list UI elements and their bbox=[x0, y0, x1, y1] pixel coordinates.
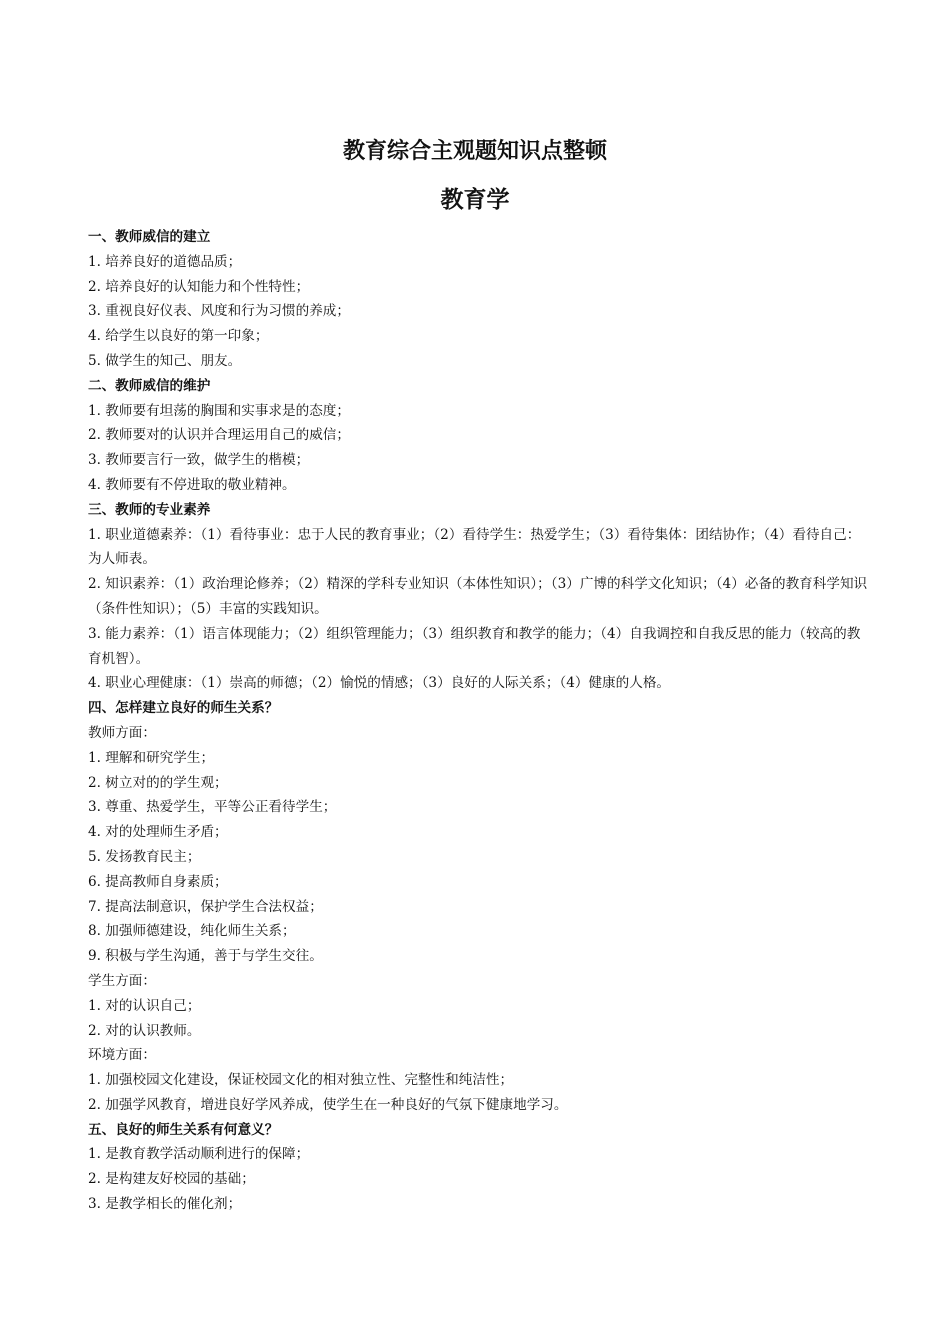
list-item: 1. 对的认识自己； bbox=[88, 997, 201, 1014]
list-item: 1. 理解和研究学生； bbox=[88, 749, 215, 766]
subsection-label-teacher: 教师方面： bbox=[88, 724, 156, 741]
document-body bbox=[88, 225, 868, 1217]
list-item: 4. 职业心理健康：（1）崇高的师德；（2）愉悦的情感；（3）良好的人际关系；（4）健康的人格。 bbox=[88, 675, 671, 692]
list-item: 1. 教师要有坦荡的胸围和实事求是的态度； bbox=[88, 402, 350, 419]
list-item: 9. 积极与学生沟通，善于与学生交往。 bbox=[88, 948, 323, 965]
list-item: 2. 教师要对的认识并合理运用自己的威信； bbox=[88, 427, 350, 444]
list-item: 1. 职业道德素养：（1）看待事业：忠于人民的教育事业；（2）看待学生：热爱学生；（3）看待集体：团结协作；（4）看待自己：为人师表。 bbox=[88, 526, 861, 568]
list-item: 2. 知识素养：（1）政治理论修养；（2）精深的学科专业知识（本体性知识）；（3）广博的科学文化知识；（4）必备的教育科学知识（条件性知识）；（5）丰富的实践知识。 bbox=[88, 576, 868, 617]
subsection-label-student: 学生方面： bbox=[88, 972, 156, 989]
list-item: 5. 发扬教育民主； bbox=[88, 848, 201, 865]
list-item: 2. 是构建友好校园的基础； bbox=[88, 1171, 255, 1188]
section-heading-5: 五、良好的师生关系有何意义？ bbox=[88, 1121, 279, 1138]
list-item: 4. 给学生以良好的第一印象； bbox=[88, 328, 269, 345]
section-heading-4: 四、怎样建立良好的师生关系？ bbox=[88, 700, 279, 717]
list-item: 3. 能力素养：（1）语言体现能力；（2）组织管理能力；（3）组织教育和教学的能力；（4）自我调控和自我反思的能力（较高的教育机智）。 bbox=[88, 625, 861, 667]
list-item: 2. 对的认识教师。 bbox=[88, 1022, 201, 1039]
list-item: 8. 加强师德建设，纯化师生关系； bbox=[88, 923, 296, 940]
section-heading-3: 三、教师的专业素养 bbox=[88, 501, 211, 518]
list-item: 1. 培养良好的道德品质； bbox=[88, 253, 242, 270]
list-item: 3. 教师要言行一致，做学生的楷模； bbox=[88, 452, 310, 469]
list-item: 1. 是教育教学活动顺利进行的保障； bbox=[88, 1146, 310, 1163]
list-item: 2. 加强学风教育，增进良好学风养成，使学生在一种良好的气氛下健康地学习。 bbox=[88, 1096, 568, 1113]
section-heading-1: 一、教师威信的建立 bbox=[88, 229, 211, 245]
section-heading-2: 二、教师威信的维护 bbox=[88, 377, 211, 394]
document-subtitle: 教育学 bbox=[440, 187, 510, 213]
list-item: 3. 是教学相长的催化剂； bbox=[88, 1196, 242, 1213]
subsection-label-environment: 环境方面： bbox=[88, 1047, 156, 1064]
list-item: 4. 教师要有不停进取的敬业精神。 bbox=[88, 476, 296, 493]
list-item: 1. 加强校园文化建设，保证校园文化的相对独立性、完整性和纯洁性； bbox=[88, 1072, 514, 1089]
list-item: 2. 树立对的的学生观； bbox=[88, 774, 228, 791]
list-item: 5. 做学生的知己、朋友。 bbox=[88, 352, 242, 369]
list-item: 3. 尊重、热爱学生，平等公正看待学生； bbox=[88, 799, 337, 816]
list-item: 7. 提高法制意识，保护学生合法权益； bbox=[88, 898, 323, 915]
list-item: 2. 培养良好的认知能力和个性特性； bbox=[88, 278, 310, 295]
list-item: 3. 重视良好仪表、风度和行为习惯的养成； bbox=[88, 303, 350, 320]
list-item: 4. 对的处理师生矛盾； bbox=[88, 824, 228, 841]
document-title: 教育综合主观题知识点整顿 bbox=[342, 139, 607, 164]
list-item: 6. 提高教师自身素质； bbox=[88, 873, 228, 890]
